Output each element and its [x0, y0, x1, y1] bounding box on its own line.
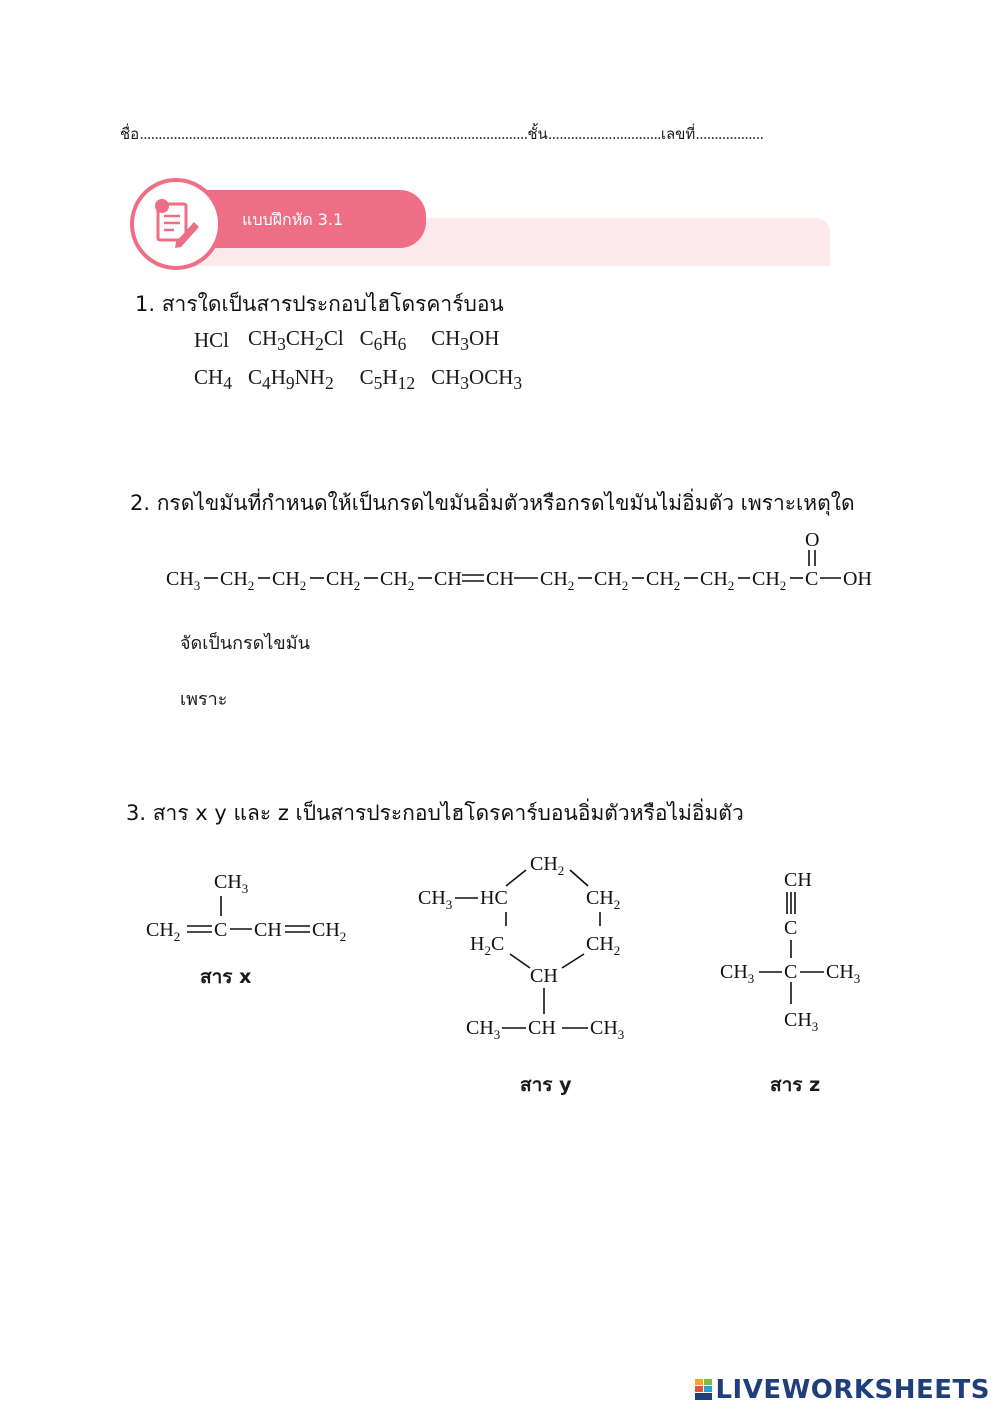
svg-text:CH2: $CH_2$	[646, 568, 681, 593]
number-label: เลขที่	[660, 125, 696, 143]
svg-text:CH: CH	[530, 965, 558, 987]
liveworksheets-logo	[695, 1375, 990, 1405]
exercise-banner	[130, 178, 830, 274]
svg-text:CH: CH	[784, 869, 812, 891]
svg-text:C: C	[784, 917, 798, 939]
number-blank[interactable]: ..................	[695, 125, 764, 143]
formula-table	[194, 326, 538, 404]
class-blank[interactable]: ..............................	[547, 125, 661, 143]
svg-text:CH3: $CH_3$	[214, 871, 249, 896]
svg-text:CH2: $CH_2$	[752, 568, 787, 593]
name-blank[interactable]: .......................................................................................................	[139, 125, 528, 143]
formula-ch3och3: $CH_3OCH_3$	[431, 365, 523, 394]
svg-text:CH2: $CH_2$	[312, 919, 347, 944]
svg-text:CH3: $CH_3$	[418, 887, 453, 912]
svg-text:CH3: $CH_3$	[466, 1017, 501, 1042]
formula-ch3oh: $CH_3OH$	[431, 326, 500, 355]
svg-text:CH3: $CH_3$	[166, 568, 201, 593]
svg-text:CH2: $CH_2$	[146, 919, 181, 944]
svg-text:H2C: $H_2C$	[470, 933, 505, 958]
worksheet-pencil-icon	[134, 182, 218, 266]
svg-text:CH2: $CH_2$	[380, 568, 415, 593]
svg-text:CH2: $CH_2$	[530, 853, 565, 878]
svg-text:CH: CH	[528, 1017, 556, 1039]
because-label: เพราะ	[180, 689, 228, 710]
caption-y: สาร y	[520, 1074, 572, 1096]
svg-text:CH2: $CH_2$	[220, 568, 255, 593]
svg-text:HC: HC	[480, 887, 508, 909]
caption-z: สาร z	[770, 1074, 821, 1096]
class-label: ชั้น	[527, 125, 548, 143]
svg-text:C: C	[784, 961, 798, 983]
liveworksheets-mark-icon	[695, 1379, 713, 1401]
svg-text:CH2: $CH_2$	[326, 568, 361, 593]
banner-label: แบบฝึกหัด 3.1	[242, 210, 344, 229]
formula-c6h6: $C_6H_6$	[359, 326, 407, 355]
svg-text:O: O	[805, 529, 820, 551]
svg-text:CH2: $CH_2$	[272, 568, 307, 593]
classify-label: จัดเป็นกรดไขมัน	[180, 633, 310, 654]
structure-x	[140, 866, 370, 956]
formula-ch3ch2cl: $CH_3CH_2Cl$	[247, 326, 344, 355]
svg-text:CH2: $CH_2$	[586, 933, 621, 958]
svg-text:CH: CH	[434, 568, 462, 590]
banner-icon-circle	[130, 178, 222, 270]
svg-text:CH3: $CH_3$	[590, 1017, 625, 1042]
name-label: ชื่อ	[120, 125, 140, 143]
svg-text:OH: OH	[843, 568, 872, 590]
svg-text:CH: CH	[486, 568, 514, 590]
svg-text:CH3: $CH_3$	[826, 961, 861, 986]
svg-text:CH3: $CH_3$	[720, 961, 755, 986]
svg-text:CH2: $CH_2$	[586, 887, 621, 912]
svg-text:CH2: $CH_2$	[700, 568, 735, 593]
question-3-text: 3. สาร x y และ z เป็นสารประกอบไฮโดรคาร์บอนอิ่มตัวหรือไม่อิ่มตัว	[126, 801, 744, 825]
formula-ch4: $CH_4$	[194, 365, 232, 394]
fatty-acid-structure	[160, 522, 890, 602]
liveworksheets-brand-text: LIVEWORKSHEETS	[715, 1375, 990, 1405]
svg-text:CH2: $CH_2$	[540, 568, 575, 593]
svg-text:C: C	[214, 919, 228, 941]
svg-text:CH2: $CH_2$	[594, 568, 629, 593]
caption-x: สาร x	[200, 966, 252, 988]
question-2-text: 2. กรดไขมันที่กำหนดให้เป็นกรดไขมันอิ่มตัวหรือกรดไขมันไม่อิ่มตัว เพราะเหตุใด	[130, 491, 855, 515]
formula-c4h9nh2: $C_4H_9NH_2$	[247, 365, 334, 394]
structure-z	[714, 862, 884, 1032]
question-1-text: 1. สารใดเป็นสารประกอบไฮโดรคาร์บอน	[135, 292, 504, 316]
svg-text:CH: CH	[254, 919, 282, 941]
formula-c5h12: $C_5H_{12}$	[359, 365, 416, 394]
formula-hcl: HCl	[194, 328, 230, 353]
student-info-line	[120, 122, 880, 146]
svg-text:CH3: $CH_3$	[784, 1009, 819, 1032]
structure-y	[410, 846, 640, 1046]
svg-text:C: C	[805, 568, 819, 590]
